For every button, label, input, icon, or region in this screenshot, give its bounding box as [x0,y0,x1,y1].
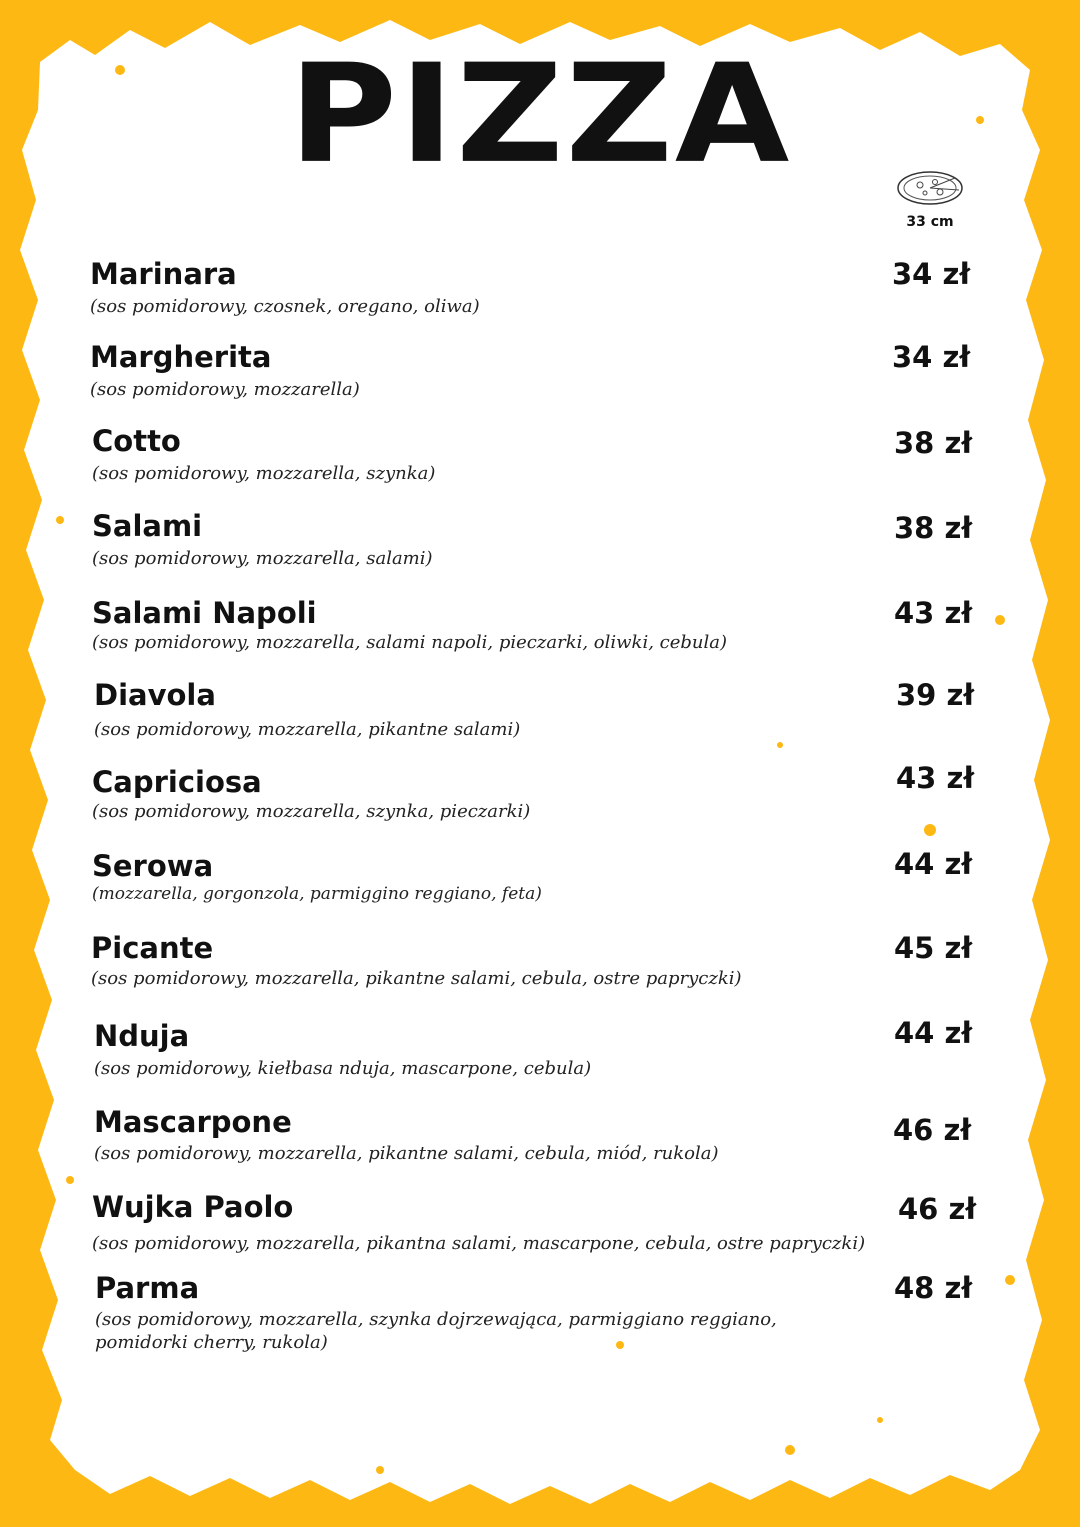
item-price: 43 zł [896,761,975,795]
item-name: Cotto [92,424,181,458]
item-description: (sos pomidorowy, mozzarella, szynka, pieczarki) [92,801,531,822]
item-name: Picante [91,931,214,965]
item-description-continued: pomidorki cherry, rukola) [95,1332,328,1353]
item-price: 46 zł [893,1113,972,1147]
item-price: 38 zł [894,511,973,545]
item-description: (sos pomidorowy, kiełbasa nduja, mascarpone, cebula) [94,1058,592,1079]
item-name: Nduja [94,1019,190,1053]
item-name: Capriciosa [92,765,262,799]
item-price: 38 zł [894,426,973,460]
item-description: (sos pomidorowy, mozzarella, pikantne salami) [94,719,521,740]
item-name: Diavola [94,678,216,712]
item-name: Parma [95,1271,200,1305]
item-price: 44 zł [894,1016,973,1050]
item-name: Salami Napoli [92,596,317,630]
item-price: 43 zł [894,596,973,630]
item-description: (mozzarella, gorgonzola, parmiggino reggiano, feta) [92,884,542,904]
item-description: (sos pomidorowy, mozzarella, pikantna salami, mascarpone, cebula, ostre papryczki) [92,1233,866,1254]
item-price: 34 zł [892,257,971,291]
item-description: (sos pomidorowy, mozzarella, szynka) [92,463,436,484]
item-name: Mascarpone [94,1105,292,1139]
item-name: Salami [92,509,203,543]
item-description: (sos pomidorowy, mozzarella, pikantne salami, cebula, miód, rukola) [94,1143,719,1164]
item-description: (sos pomidorowy, czosnek, oregano, oliwa) [90,296,480,317]
item-name: Serowa [92,849,214,883]
item-name: Margherita [90,340,272,374]
item-name: Marinara [90,257,237,291]
item-price: 48 zł [894,1271,973,1305]
size-indicator [884,168,976,230]
pizza-icon [895,168,965,208]
menu-title: PIZZA [288,34,792,194]
item-description: (sos pomidorowy, mozzarella, salami napoli, pieczarki, oliwki, cebula) [92,632,728,653]
item-price: 44 zł [894,847,973,881]
item-description: (sos pomidorowy, mozzarella, pikantne salami, cebula, ostre papryczki) [91,968,742,989]
item-price: 39 zł [896,678,975,712]
size-label: 33 cm [906,214,954,230]
item-price: 34 zł [892,340,971,374]
item-name: Wujka Paolo [92,1190,294,1224]
item-description: (sos pomidorowy, mozzarella) [90,379,360,400]
item-price: 45 zł [894,931,973,965]
item-description: (sos pomidorowy, mozzarella, salami) [92,548,433,569]
item-price: 46 zł [898,1192,977,1226]
item-description: (sos pomidorowy, mozzarella, szynka dojrzewająca, parmiggiano reggiano, [95,1309,777,1330]
